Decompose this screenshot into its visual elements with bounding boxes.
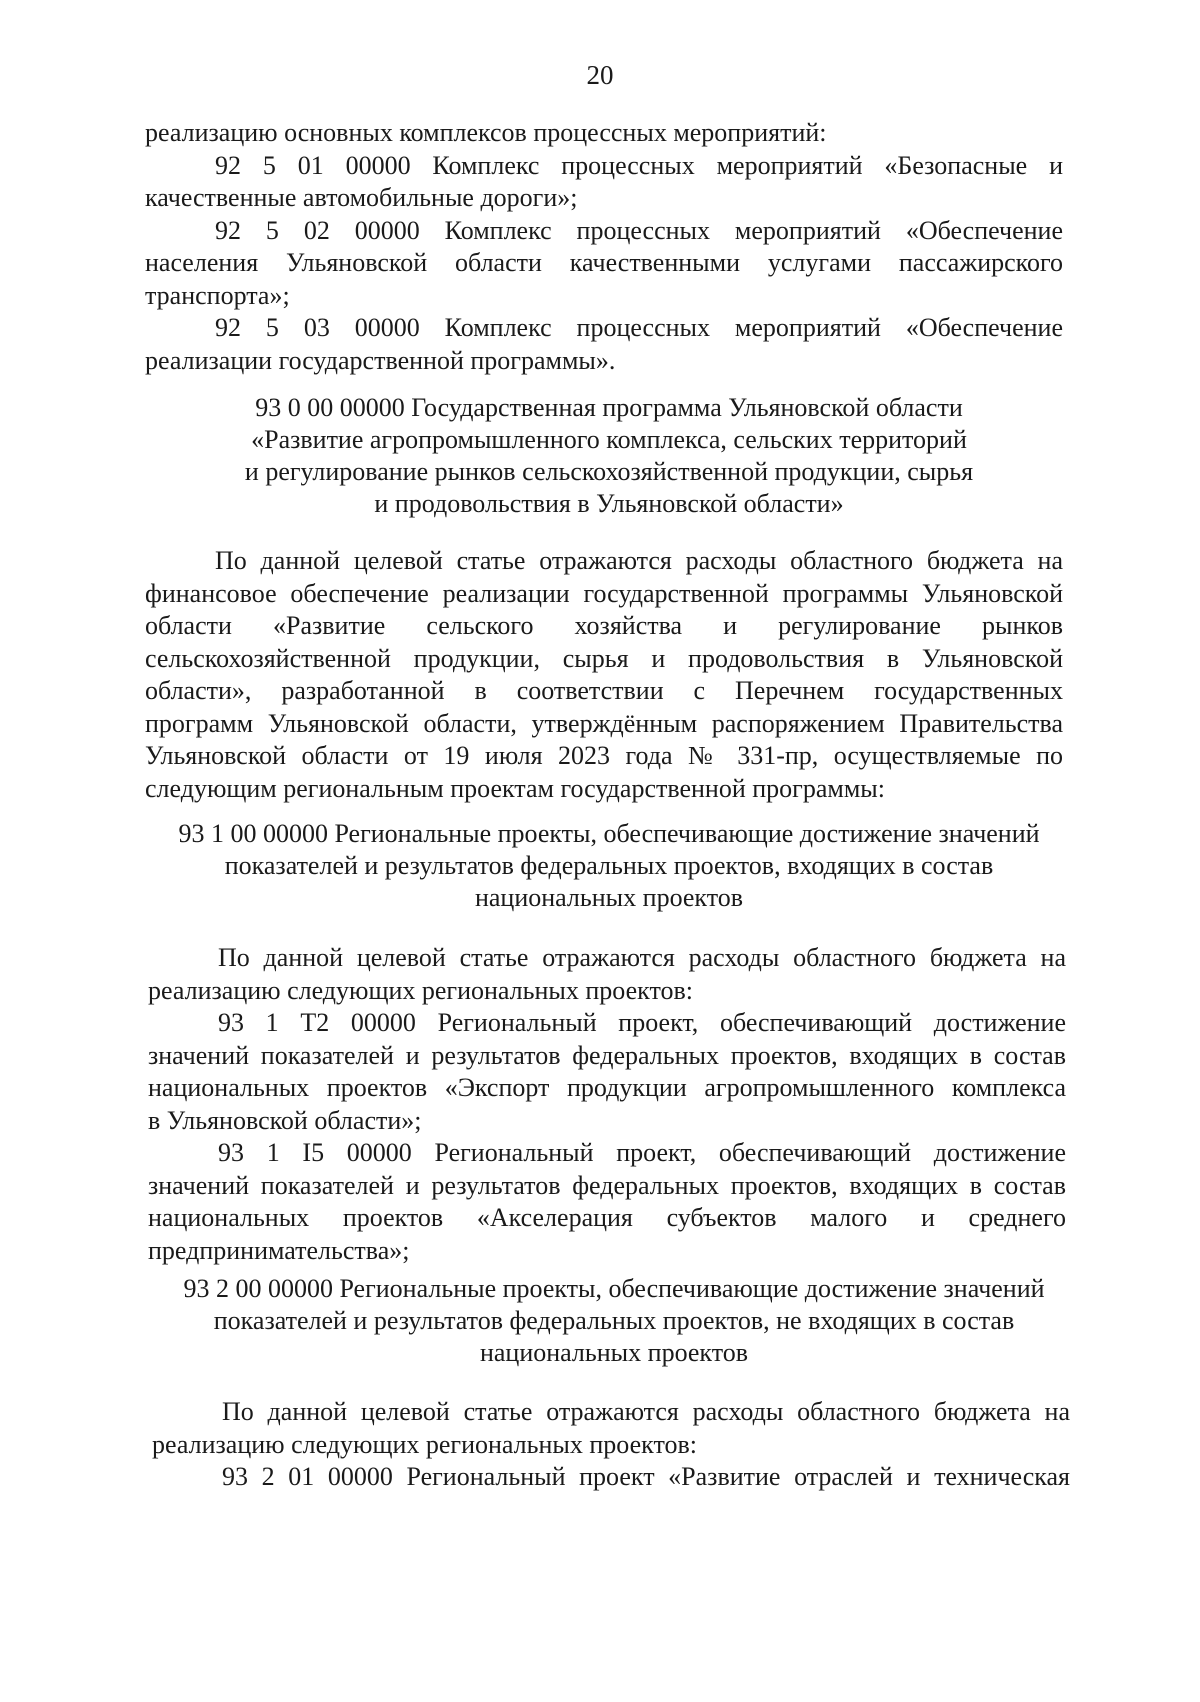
paragraph-931 xyxy=(148,942,1066,1267)
text-line: следующим региональным проектам государственной программы: xyxy=(145,773,885,803)
text-line: в Ульяновской области»; xyxy=(148,1105,422,1135)
heading-line: «Развитие агропромышленного комплекса, сельских территорий xyxy=(251,425,967,454)
text-line: 93 2 01 00000 Региональный проект «Развитие отраслей и техническая xyxy=(222,1462,1070,1491)
text-line: предпринимательства»; xyxy=(148,1235,410,1265)
text-line: населения Ульяновской области качественными услугами пассажирского xyxy=(145,248,1063,277)
section-heading-93 xyxy=(150,392,1068,520)
text-line: 92 5 03 00000 Комплекс процессных мероприятий «Обеспечение xyxy=(215,313,1063,342)
text-line: реализацию следующих региональных проектов: xyxy=(148,975,693,1005)
heading-line: показателей и результатов федеральных проектов, не входящих в состав xyxy=(213,1306,1015,1335)
text-line: области», разработанной в соответствии с Перечнем государственных xyxy=(145,676,1063,705)
heading-line: показателей и результатов федеральных проектов, входящих в состав xyxy=(224,851,994,880)
text-line: 92 5 02 00000 Комплекс процессных мероприятий «Обеспечение xyxy=(215,215,1063,245)
heading-line: национальных проектов xyxy=(474,883,744,912)
text-line: По данной целевой статье отражаются расходы областного бюджета на xyxy=(215,546,1063,575)
page-number: 20 xyxy=(586,60,614,90)
paragraph-93 xyxy=(145,545,1063,805)
heading-line: 93 1 00 00000 Региональные проекты, обеспечивающие достижение значений xyxy=(178,819,1040,848)
text-line: реализации государственной программы». xyxy=(145,345,616,375)
section-heading-931 xyxy=(150,818,1068,914)
text-line: реализацию основных комплексов процессных мероприятий: xyxy=(145,118,827,147)
text-line: Ульяновской области от 19 июля 2023 года № 331-пр, осуществляемые по xyxy=(145,741,1063,770)
text-line: 92 5 01 00000 Комплекс процессных мероприятий «Безопасные и xyxy=(215,150,1063,180)
text-line: транспорта»; xyxy=(145,280,290,310)
text-line: значений показателей и результатов федеральных проектов, входящих в состав xyxy=(148,1040,1066,1070)
text-line: области «Развитие сельского хозяйства и регулирование рынков xyxy=(145,611,1063,640)
text-line: качественные автомобильные дороги»; xyxy=(145,183,578,212)
text-line: национальных проектов «Акселерация субъектов малого и среднего xyxy=(148,1203,1066,1232)
text-line: По данной целевой статье отражаются расходы областного бюджета на xyxy=(222,1397,1070,1426)
text-line: По данной целевой статье отражаются расходы областного бюджета на xyxy=(218,943,1066,972)
paragraph-932 xyxy=(152,1396,1070,1494)
heading-line: 93 2 00 00000 Региональные проекты, обеспечивающие достижение значений xyxy=(183,1274,1045,1303)
text-line: реализацию следующих региональных проектов: xyxy=(152,1429,697,1459)
text-line: национальных проектов «Экспорт продукции агропромышленного комплекса xyxy=(148,1073,1066,1102)
heading-line: и регулирование рынков сельскохозяйственной продукции, сырья xyxy=(244,457,974,486)
text-line: программ Ульяновской области, утверждённым распоряжением Правительства xyxy=(145,708,1063,738)
section-heading-932 xyxy=(155,1273,1073,1369)
text-line: сельскохозяйственной продукции, сырья и продовольствия в Ульяновской xyxy=(145,643,1063,673)
heading-line: и продовольствия в Ульяновской области» xyxy=(374,489,844,518)
text-line: 93 1 Т2 00000 Региональный проект, обеспечивающий достижение xyxy=(218,1008,1066,1037)
text-line: 93 1 I5 00000 Региональный проект, обеспечивающий достижение xyxy=(218,1138,1066,1167)
top-text-block xyxy=(145,117,1063,377)
text-line: финансовое обеспечение реализации государственной программы Ульяновской xyxy=(145,578,1063,608)
text-line: значений показателей и результатов федеральных проектов, входящих в состав xyxy=(148,1170,1066,1200)
heading-line: национальных проектов xyxy=(479,1338,749,1367)
heading-line: 93 0 00 00000 Государственная программа Ульяновской области xyxy=(255,393,963,422)
